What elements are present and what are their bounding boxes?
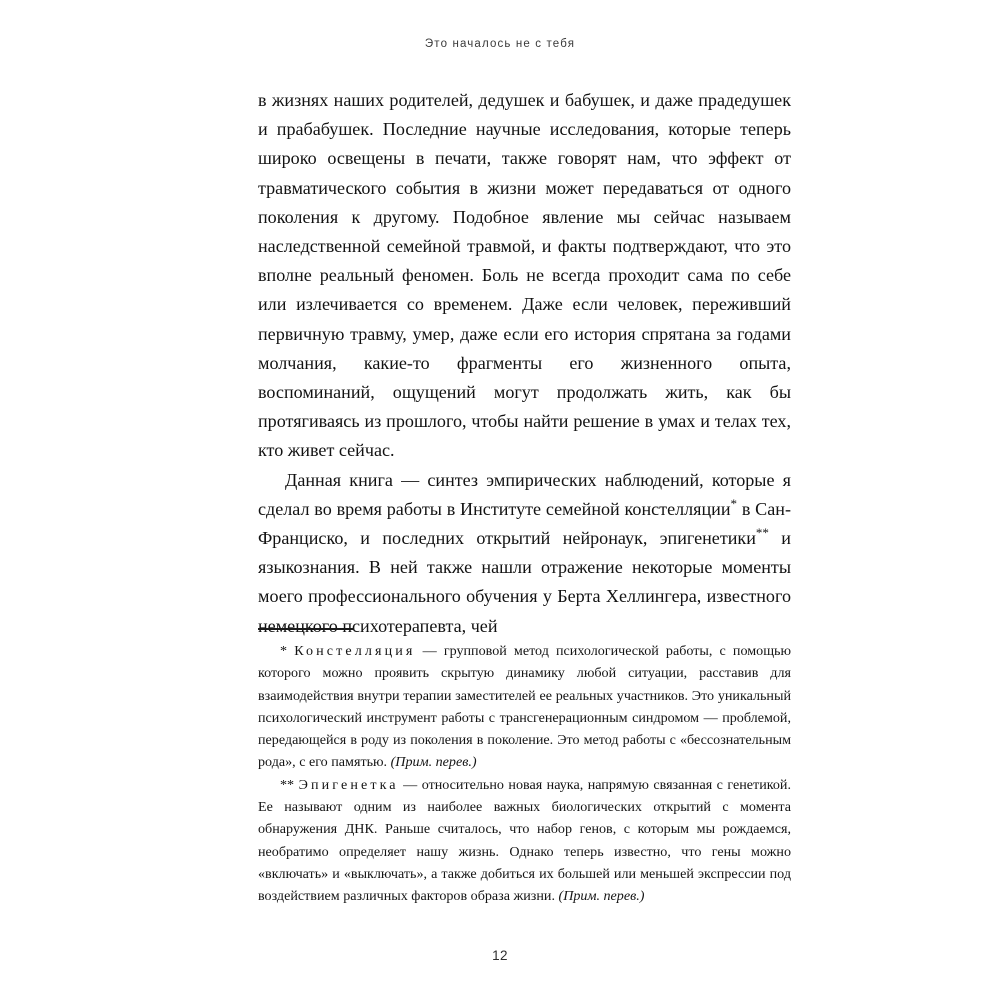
footnote-item bbox=[258, 774, 791, 908]
footnote-text: — относительно новая наука, напрямую связанная с генетикой. Ее называют одним из наиболее важных биологических открытий с момента обнаружения ДНК. Раньше считалось, что набор генов, с которым мы рождаемся, необратимо определяет нашу жизнь. Однако теперь известно, что гены можно «включать» и «выключать», а также добиться их большей или меньшей экспрессии под воздействием различных факторов образа жизни. bbox=[258, 776, 791, 905]
footnote-separator-rule bbox=[258, 628, 354, 630]
footnote-marker-2[interactable]: ** bbox=[755, 525, 769, 541]
body-paragraph-continued: в жизнях наших родителей, дедушек и бабушек, и даже прадедушек и прабабушек. Последние научные исследования, которые теперь широко освещены в печати, также говорят нам, что эффект от травматического события в жизни может передаваться от одного поколения к другому. Подобное явление мы сейчас называем наследственной семейной травмой, и факты подтверждают, что это вполне реальный феномен. Боль не всегда проходит сама по себе или излечивается со временем. Даже если человек, переживший первичную травму, умер, даже если его история спрятана за годами молчания, какие-то фрагменты его жизненного опыта, воспоминаний, ощущений могут продолжать жить, как бы протягиваясь из прошлого, чтобы найти решение в умах и телах тех, кто живет сейчас. bbox=[258, 90, 791, 461]
paragraph-text-part-1: Данная книга — синтез эмпирических наблюдений, которые я сделал во время работы в Институте семейной констелляции bbox=[258, 469, 791, 519]
footnote-item bbox=[258, 640, 791, 774]
footnote-term: Эпигенетка bbox=[298, 776, 399, 793]
footnote-source-note: (Прим. перев.) bbox=[558, 888, 645, 905]
footnote-marker: * bbox=[280, 643, 288, 659]
page-number: 12 bbox=[492, 948, 508, 963]
body-paragraph-second bbox=[258, 466, 791, 641]
body-text-column bbox=[258, 86, 791, 641]
footnote-text: — групповой метод психологической работы, с помощью которого можно проявить скрытую динамику любой ситуации, расставив для взаимодействия внутри терапии заместителей ее реальных участников. Это уникальный психологический инструмент работы с трансгенерационным синдромом — проблемой, передающейся в роду из поколения в поколение. Это метод работы с «бессознательным рода», с его памятью. bbox=[258, 643, 791, 771]
footnote-source-note: (Прим. перев.) bbox=[390, 754, 477, 771]
footnote-marker-1[interactable]: * bbox=[730, 495, 738, 511]
running-header: Это началось не с тебя bbox=[424, 38, 576, 50]
footnote-marker: ** bbox=[280, 776, 295, 793]
footnote-block bbox=[258, 628, 791, 908]
paragraph-text-part-3: и языкознания. В ней также нашли отражение некоторые моменты моего профессионального обучения у Берта Хеллингера, известного немецкого психотерапевта, чей bbox=[258, 528, 791, 636]
footnote-term: Констелляция bbox=[294, 643, 416, 659]
paragraph-text-part-2: в Сан-Франциско, и последних открытий нейронаук, эпигенетики bbox=[258, 498, 791, 549]
